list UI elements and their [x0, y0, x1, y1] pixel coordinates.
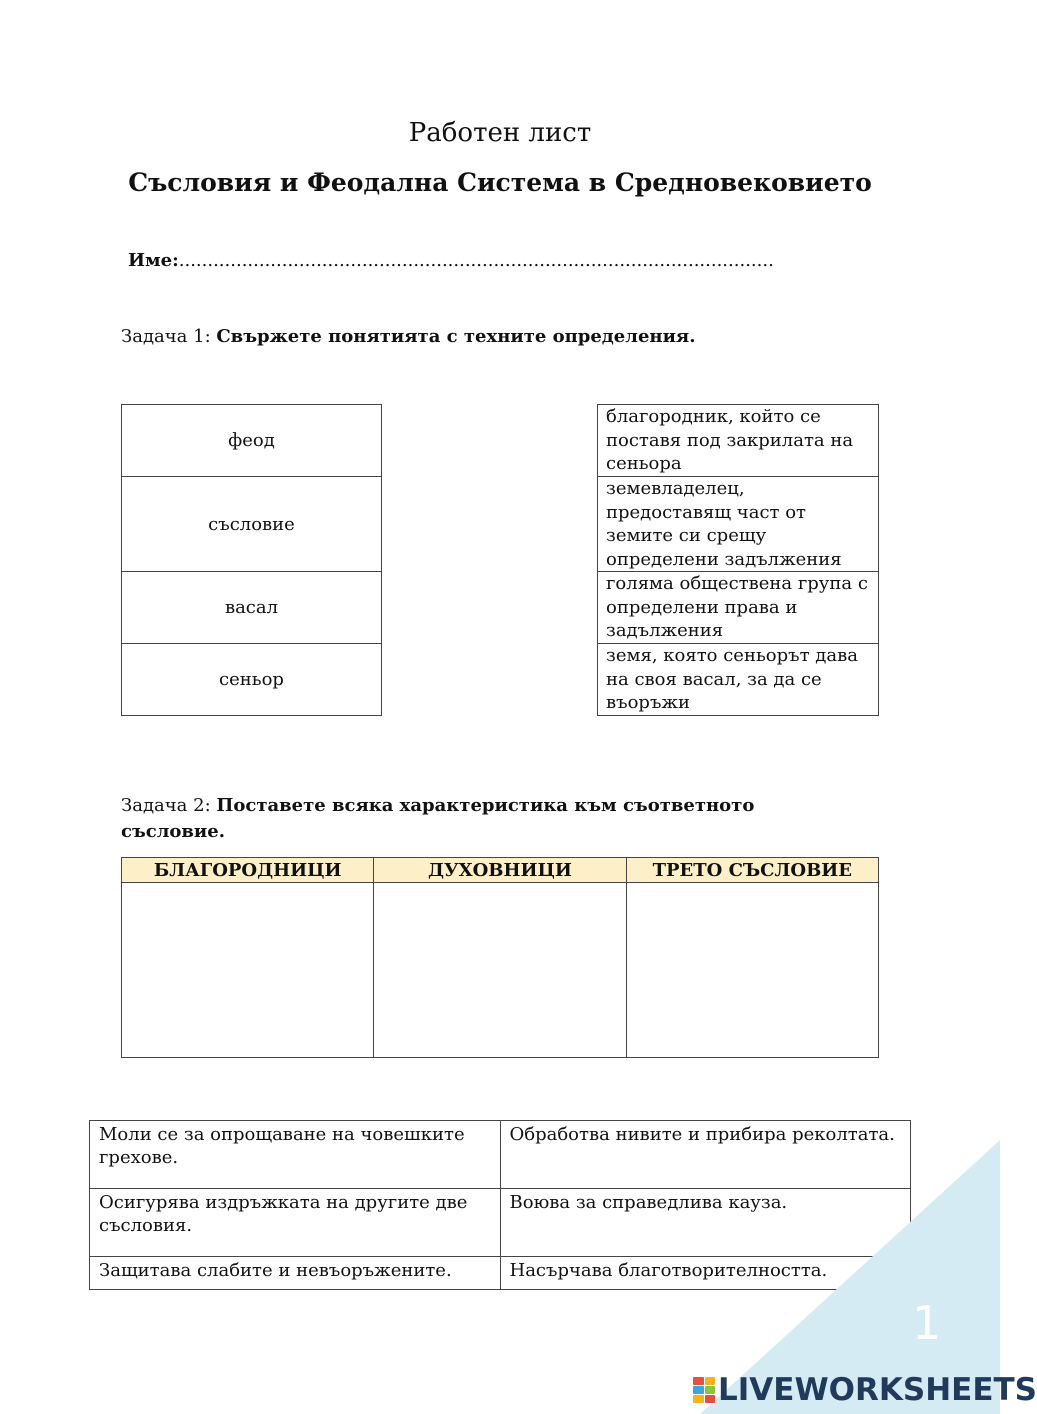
characteristic-item[interactable]: Осигурява издръжката на другите две съсловия.	[90, 1189, 501, 1257]
page-number: 1	[912, 1296, 942, 1350]
task2-prefix: Задача 2:	[121, 795, 217, 816]
name-dots: ........................................................................................................	[178, 250, 774, 271]
definition-item[interactable]: благородник, който се поставя под закрилата на сеньора	[598, 405, 879, 477]
term-item[interactable]: сеньор	[122, 644, 382, 716]
definition-item[interactable]: голяма обществена група с определени права и задължения	[598, 572, 879, 644]
term-item[interactable]: васал	[122, 572, 382, 644]
characteristic-item[interactable]: Обработва нивите и прибира реколтата.	[500, 1121, 911, 1189]
worksheet-title: Съсловия и Феодална Система в Средновековието	[128, 168, 872, 197]
column-header-clergy: ДУХОВНИЦИ	[374, 858, 626, 883]
definitions-table	[597, 404, 879, 716]
term-item[interactable]: феод	[122, 405, 382, 477]
drop-zone-third-estate[interactable]	[626, 883, 878, 1058]
task1-prefix: Задача 1:	[121, 326, 217, 347]
terms-table	[121, 404, 382, 716]
characteristic-item[interactable]: Моли се за опрощаване на човешките грехове.	[90, 1121, 501, 1189]
drop-zone-clergy[interactable]	[374, 883, 626, 1058]
term-item[interactable]: съсловие	[122, 477, 382, 572]
task2-instruction: Поставете всяка характеристика към съответното съсловие.	[121, 795, 755, 842]
characteristic-item[interactable]: Воюва за справедлива кауза.	[500, 1189, 911, 1257]
characteristic-item[interactable]: Защитава слабите и невъоръжените.	[90, 1257, 501, 1290]
task1-instruction: Свържете понятията с техните определения.	[216, 326, 696, 347]
column-header-third-estate: ТРЕТО СЪСЛОВИЕ	[626, 858, 878, 883]
column-header-nobles: БЛАГОРОДНИЦИ	[122, 858, 374, 883]
logo-icon	[693, 1377, 715, 1403]
brand-name: LIVEWORKSHEETS	[718, 1372, 1037, 1408]
definition-item[interactable]: земевладелец, предоставящ част от земите си срещу определени задължения	[598, 477, 879, 572]
name-label: Име:	[128, 250, 179, 271]
liveworksheets-logo	[693, 1372, 1037, 1408]
drop-zone-nobles[interactable]	[122, 883, 374, 1058]
worksheet-subtitle: Работен лист	[408, 118, 592, 148]
definition-item[interactable]: земя, която сеньорът дава на своя васал, за да се въоръжи	[598, 644, 879, 716]
characteristic-item[interactable]: Насърчава благотворителността.	[500, 1257, 911, 1290]
estates-table	[121, 857, 879, 1058]
task1-heading	[121, 326, 696, 347]
name-field[interactable]	[128, 250, 774, 271]
task2-heading	[121, 793, 841, 845]
